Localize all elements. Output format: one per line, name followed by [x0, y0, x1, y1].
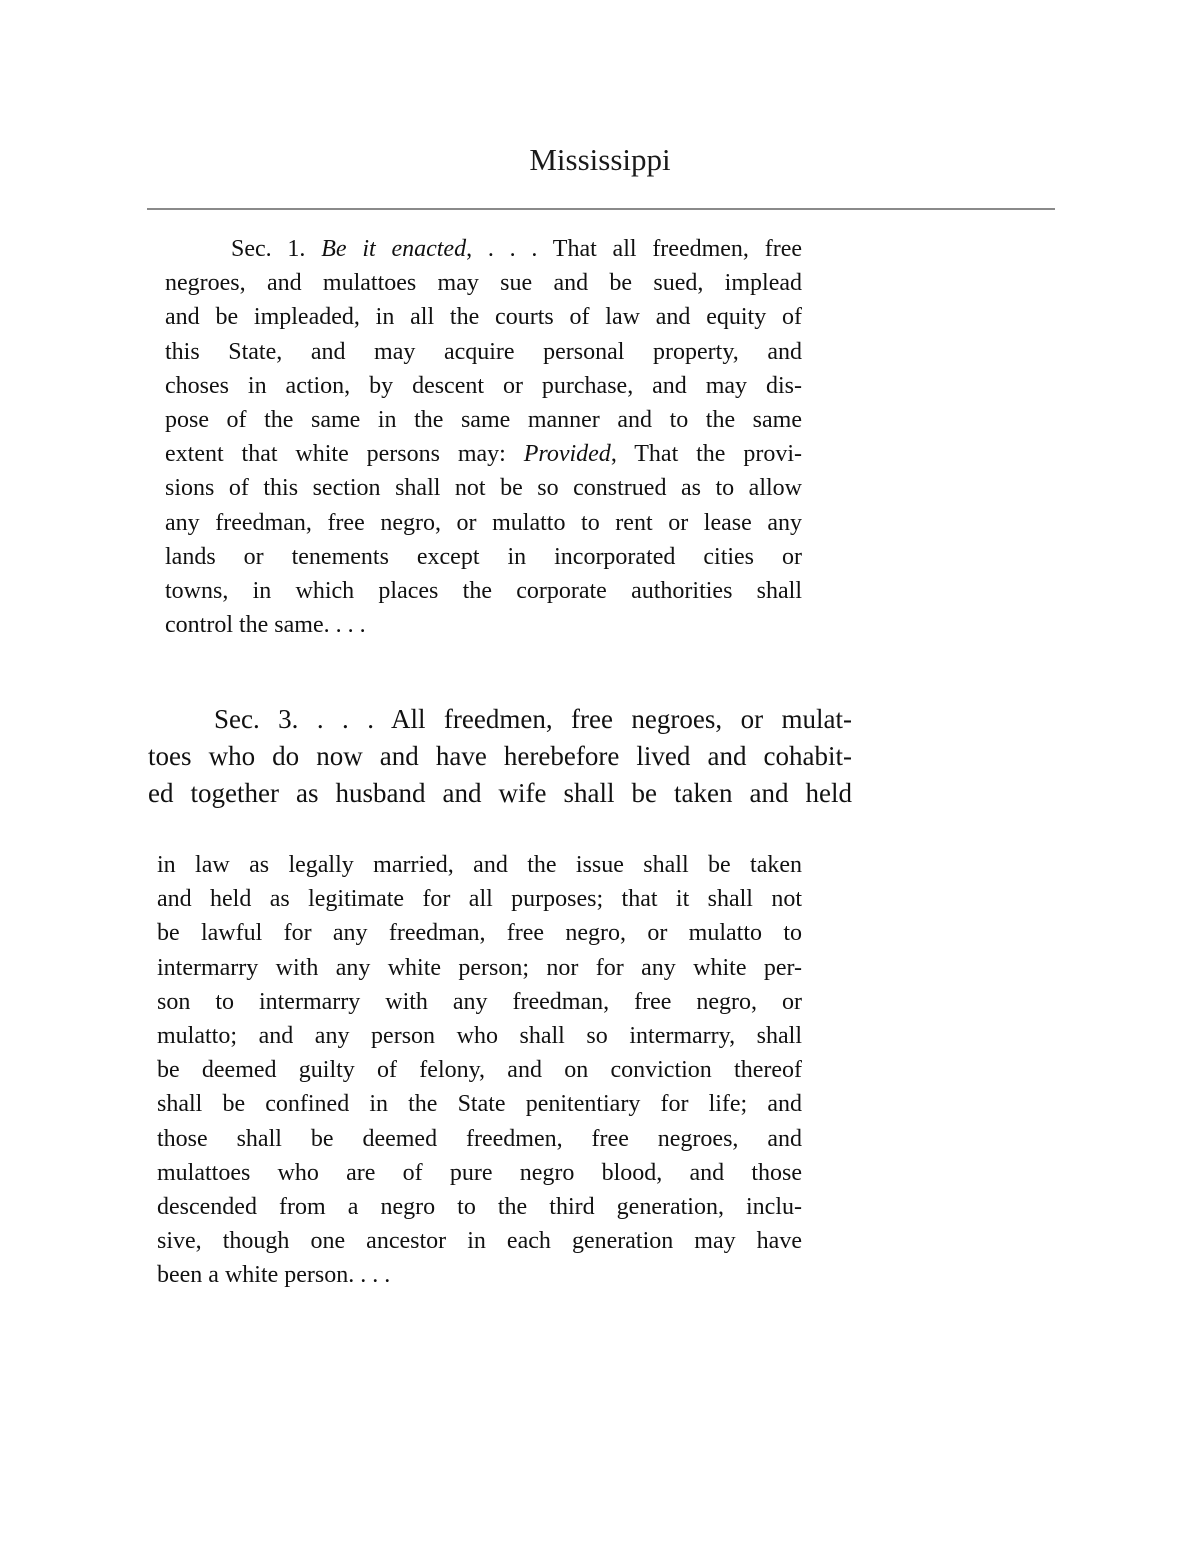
italic-phrase: Provided — [523, 441, 611, 468]
section-3-line: Sec. 3. . . . All freedmen, free negroes, or mulat- — [214, 704, 852, 734]
section-3-line: be lawful for any freedman, free negro, or mulatto to — [157, 920, 802, 947]
section-1-line — [165, 437, 802, 471]
section-1-line: negroes, and mulattoes may sue and be sued, implead — [165, 270, 802, 297]
section-1-line: and be impleaded, in all the courts of law and equity of — [165, 304, 802, 331]
section-label: Sec. 1. — [231, 236, 322, 262]
section-3-line: intermarry with any white person; nor for any white per- — [157, 954, 802, 981]
section-1-line: sions of this section shall not be so construed as to allow — [165, 475, 802, 502]
section-3-line: those shall be deemed freedmen, free negroes, and — [157, 1125, 802, 1152]
section-1-line-text: extent that white persons may: — [165, 441, 524, 468]
section-1-line-text: , . . . That all freedmen, free — [466, 236, 803, 262]
section-3-line: sive, though one ancestor in each generation may have — [157, 1228, 802, 1255]
section-3-line: shall be confined in the State penitentiary for life; and — [157, 1091, 802, 1118]
section-1-line: pose of the same in the same manner and to the same — [165, 407, 802, 434]
section-1-line — [165, 232, 802, 266]
section-3-line: mulatto; and any person who shall so intermarry, shall — [157, 1023, 802, 1050]
section-3-line: been a white person. . . . — [157, 1262, 391, 1289]
section-3-paragraph-continued — [157, 848, 802, 1293]
section-3-line: and held as legitimate for all purposes; that it shall not — [157, 886, 802, 913]
title-divider — [147, 208, 1055, 210]
section-1-line: control the same. . . . — [165, 612, 366, 639]
section-3-line: be deemed guilty of felony, and on conviction thereof — [157, 1057, 802, 1084]
section-1-line: towns, in which places the corporate authorities shall — [165, 578, 802, 605]
page-title: Mississippi — [529, 142, 671, 177]
section-3-line: toes who do now and have herebefore lived and cohabit- — [148, 741, 852, 771]
section-1-line: choses in action, by descent or purchase, and may dis- — [165, 372, 802, 399]
section-1-line: lands or tenements except in incorporated cities or — [165, 543, 802, 570]
italic-phrase: Be it enacted — [321, 236, 467, 262]
section-3-paragraph-start — [148, 701, 852, 812]
section-3-line: descended from a negro to the third generation, inclu- — [157, 1194, 802, 1221]
section-1-paragraph — [165, 232, 802, 642]
section-1-line: this State, and may acquire personal property, and — [165, 338, 802, 365]
section-3-line: ed together as husband and wife shall be taken and held — [148, 778, 852, 808]
section-3-line: son to intermarry with any freedman, free negro, or — [157, 988, 802, 1015]
section-1-line-text: , That the provi- — [610, 441, 802, 468]
section-1-line: any freedman, free negro, or mulatto to rent or lease any — [165, 509, 802, 536]
section-3-line: in law as legally married, and the issue shall be taken — [157, 852, 802, 878]
section-3-line: mulattoes who are of pure negro blood, and those — [157, 1159, 802, 1186]
